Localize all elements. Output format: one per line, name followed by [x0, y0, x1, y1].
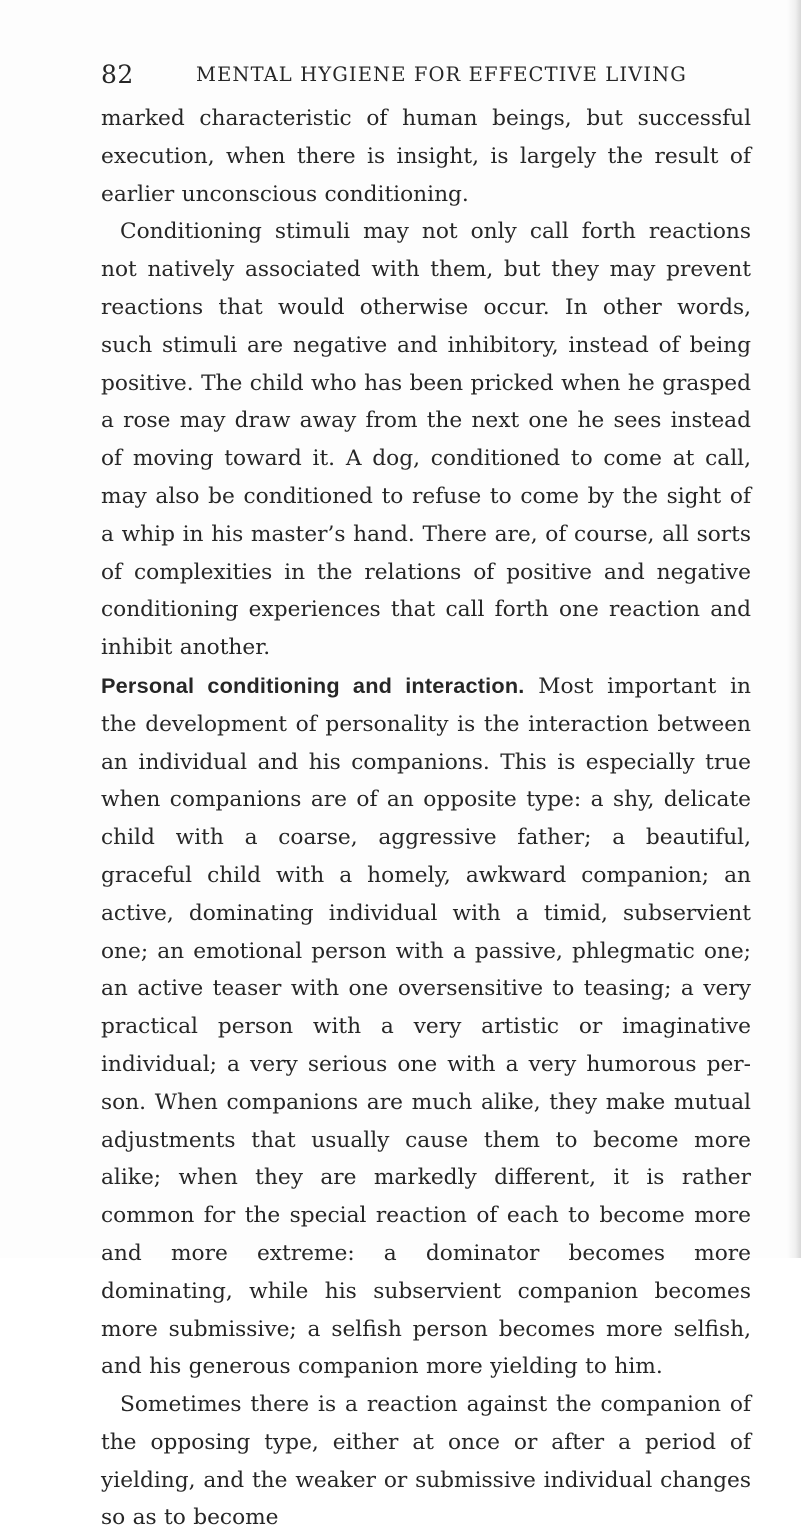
paragraph-personal-conditioning: [101, 667, 751, 1386]
page-edge-shadow: [787, 0, 801, 1258]
paragraph-continued: marked characteristic of human beings, but successful execution, when there is insight, is largely the result of earlier unconscious conditioning.: [101, 106, 751, 207]
body-text: [101, 100, 751, 1537]
paragraph-reaction-against: Sometimes there is a reaction against the companion of the opposing type, either at once or after a period of yielding, and the weaker or submissive individual changes so as to become: [101, 1392, 751, 1531]
running-head: [101, 58, 751, 92]
running-head-title: MENTAL HYGIENE FOR EFFECTIVE LIVING: [196, 63, 687, 86]
page-number: 82: [101, 60, 134, 89]
paragraph-conditioning-stimuli: Conditioning stimuli may not only call forth reactions not natively associated with them, but they may prevent reactions that would otherwise occur. In other words, such stimuli are negative and inhibitory, instead of being positive. The child who has been pricked when he grasped a rose may draw away from the next one he sees instead of moving toward it. A dog, conditioned to come at call, may also be conditioned to refuse to come by the sight of a whip in his master’s hand. There are, of course, all sorts of complexities in the relations of positive and negative conditioning experiences that call forth one reaction and inhibit another.: [101, 219, 751, 661]
section-heading: Personal conditioning and interaction.: [101, 672, 525, 698]
paragraph-personal-conditioning-text: Most important in the development of personality is the interaction between an individual and his companions. This is especially true when companions are of an opposite type: a shy, delicate child with a coarse, aggressive father; a beautiful, graceful child with a homely, awkward companion; an active, dominating individual with a timid, subservient one; an emotional person with a passive, phlegmatic one; an active teaser with one oversensitive to teasing; a very practical person with a very artistic or imaginative individual; a very serious one with a very humorous person. When companions are much alike, they make mutual adjustments that usually cause them to become more alike; when they are markedly different, it is rather common for the special reaction of each to become more and more extreme: a dominator becomes more dominating, while his subservient companion becomes more submissive; a selfish person becomes more selfish, and his generous companion more yielding to him.: [101, 673, 751, 1380]
